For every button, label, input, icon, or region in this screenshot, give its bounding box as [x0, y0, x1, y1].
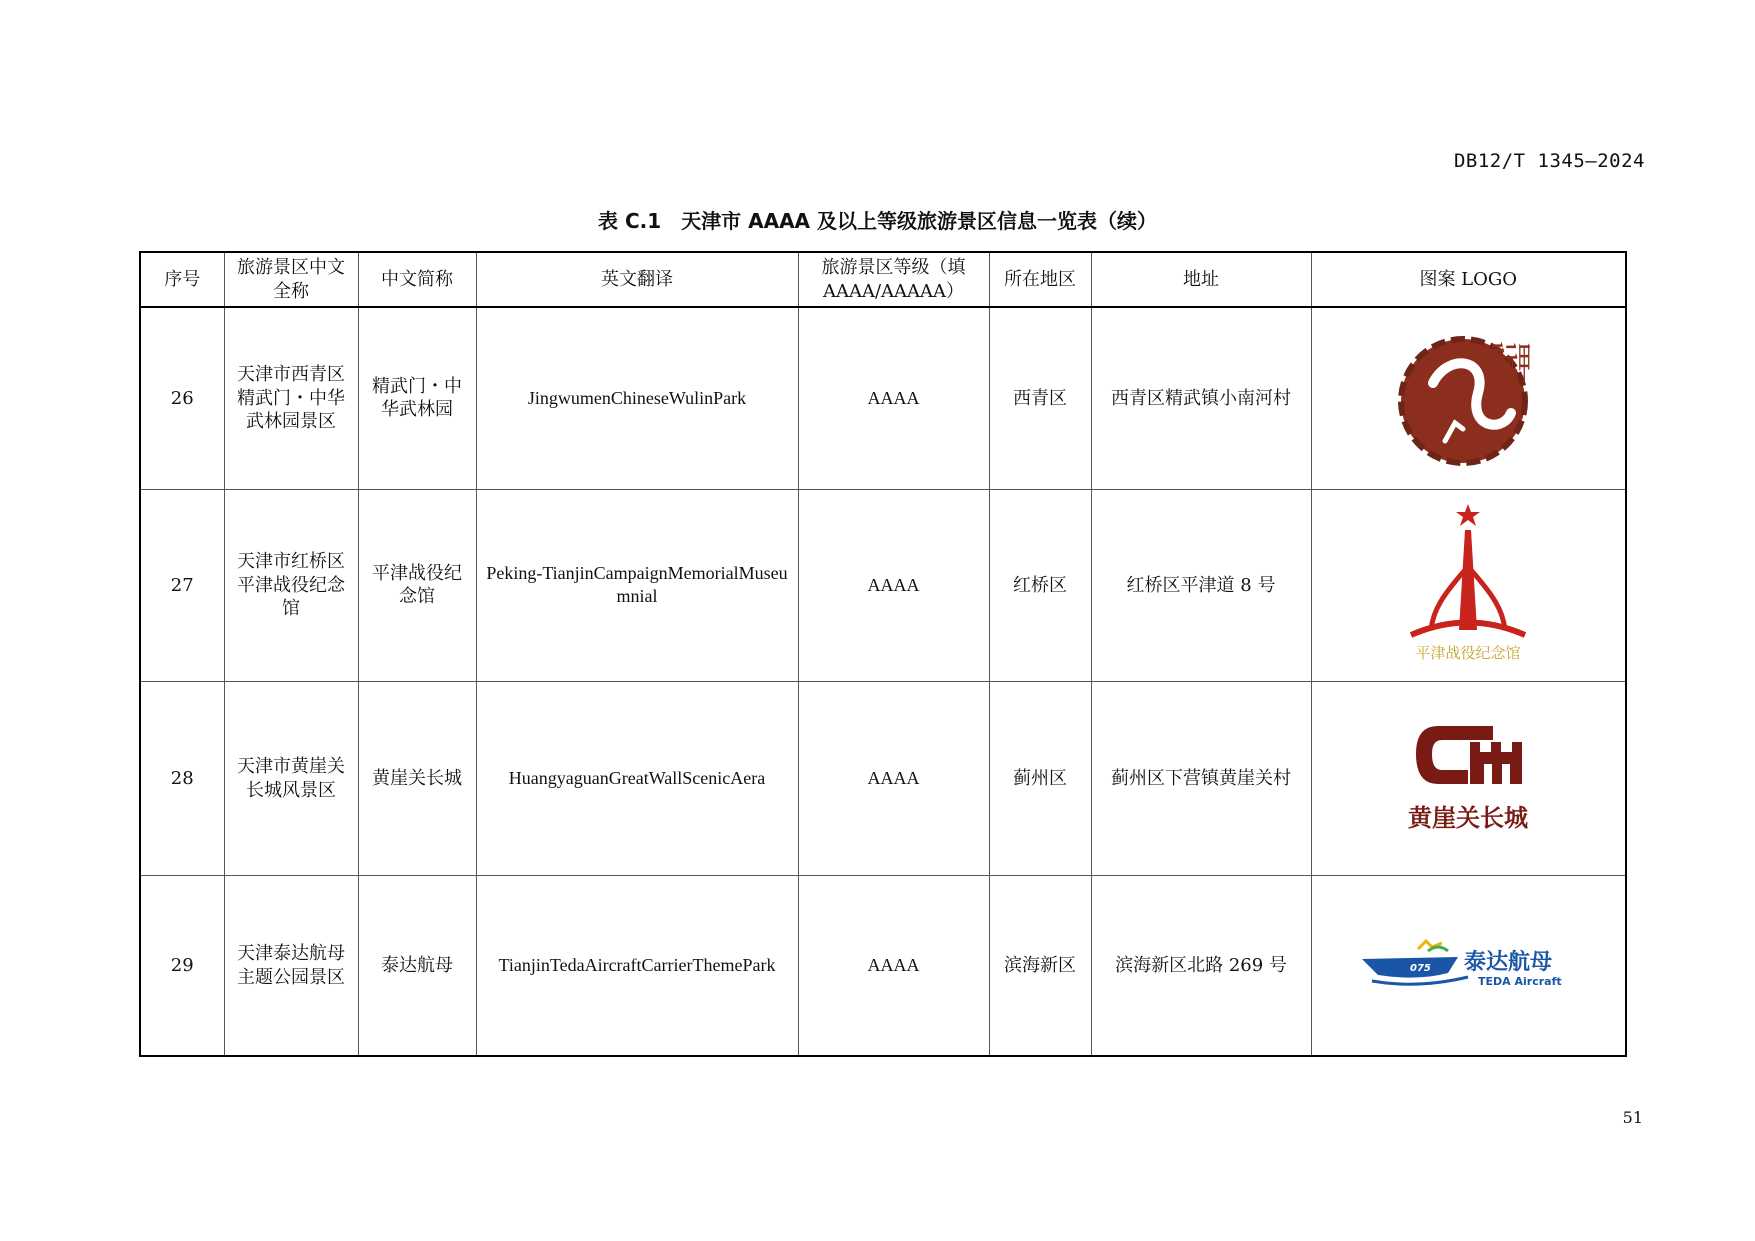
column-header-english: 英文翻译 [476, 252, 798, 307]
aircraft-carrier-logo-icon [1358, 931, 1578, 1001]
logo-cell [1311, 681, 1626, 875]
column-header-no: 序号 [140, 252, 224, 307]
row-number: 26 [140, 307, 224, 489]
memorial-tower-logo-icon [1403, 500, 1533, 670]
column-header-logo: 图案 LOGO [1311, 252, 1626, 307]
address: 西青区精武镇小南河村 [1091, 307, 1311, 489]
column-header-address: 地址 [1091, 252, 1311, 307]
svg-text:黄崖关长城: 黄崖关长城 [1408, 802, 1529, 832]
row-number: 27 [140, 489, 224, 681]
logo-cell [1311, 876, 1626, 1056]
address: 蓟州区下营镇黄崖关村 [1091, 681, 1311, 875]
document-code: DB12/T 1345—2024 [1453, 150, 1645, 172]
district: 红桥区 [989, 489, 1091, 681]
short-name: 泰达航母 [358, 876, 476, 1056]
great-wall-logo-icon [1398, 714, 1538, 844]
svg-text:霍元甲: 霍元甲 [1491, 339, 1532, 389]
table-title: 表 C.1 天津市 AAAA 及以上等级旅游景区信息一览表（续） [598, 209, 1157, 233]
district: 西青区 [989, 307, 1091, 489]
table-header-row [140, 252, 1626, 307]
short-name: 黄崖关长城 [358, 681, 476, 875]
column-header-district: 所在地区 [989, 252, 1091, 307]
english-name: JingwumenChineseWulinPark [476, 307, 798, 489]
district: 滨海新区 [989, 876, 1091, 1056]
english-name: Peking-TianjinCampaignMemorialMuseumnial [476, 489, 798, 681]
logo-cell [1311, 489, 1626, 681]
full-name: 天津市红桥区平津战役纪念馆 [224, 489, 358, 681]
scenic-level: AAAA [798, 681, 989, 875]
page-number: 51 [1622, 1108, 1643, 1127]
scenic-spots-table [139, 251, 1627, 1057]
address: 滨海新区北路 269 号 [1091, 876, 1311, 1056]
full-name: 天津市西青区精武门・中华武林园景区 [224, 307, 358, 489]
scenic-level: AAAA [798, 876, 989, 1056]
scenic-level: AAAA [798, 489, 989, 681]
district: 蓟州区 [989, 681, 1091, 875]
table-row [140, 876, 1626, 1056]
svg-text:TEDA Aircraft: TEDA Aircraft [1478, 974, 1562, 988]
address: 红桥区平津道 8 号 [1091, 489, 1311, 681]
english-name: HuangyaguanGreatWallScenicAera [476, 681, 798, 875]
full-name: 天津泰达航母主题公园景区 [224, 876, 358, 1056]
row-number: 29 [140, 876, 224, 1056]
table-row [140, 307, 1626, 489]
svg-text:泰达航母: 泰达航母 [1464, 949, 1553, 975]
column-header-full-name: 旅游景区中文全称 [224, 252, 358, 307]
column-header-level: 旅游景区等级（填 AAAA/AAAAA） [798, 252, 989, 307]
row-number: 28 [140, 681, 224, 875]
full-name: 天津市黄崖关长城风景区 [224, 681, 358, 875]
huo-yuanjia-seal-logo-icon [1393, 323, 1543, 473]
table-row [140, 681, 1626, 875]
logo-cell [1311, 307, 1626, 489]
table-row [140, 489, 1626, 681]
english-name: TianjinTedaAircraftCarrierThemePark [476, 876, 798, 1056]
scenic-level: AAAA [798, 307, 989, 489]
short-name: 精武门・中华武林园 [358, 307, 476, 489]
svg-text:075: 075 [1410, 962, 1432, 974]
svg-text:平津战役纪念馆: 平津战役纪念馆 [1415, 644, 1521, 663]
column-header-short-name: 中文简称 [358, 252, 476, 307]
short-name: 平津战役纪念馆 [358, 489, 476, 681]
